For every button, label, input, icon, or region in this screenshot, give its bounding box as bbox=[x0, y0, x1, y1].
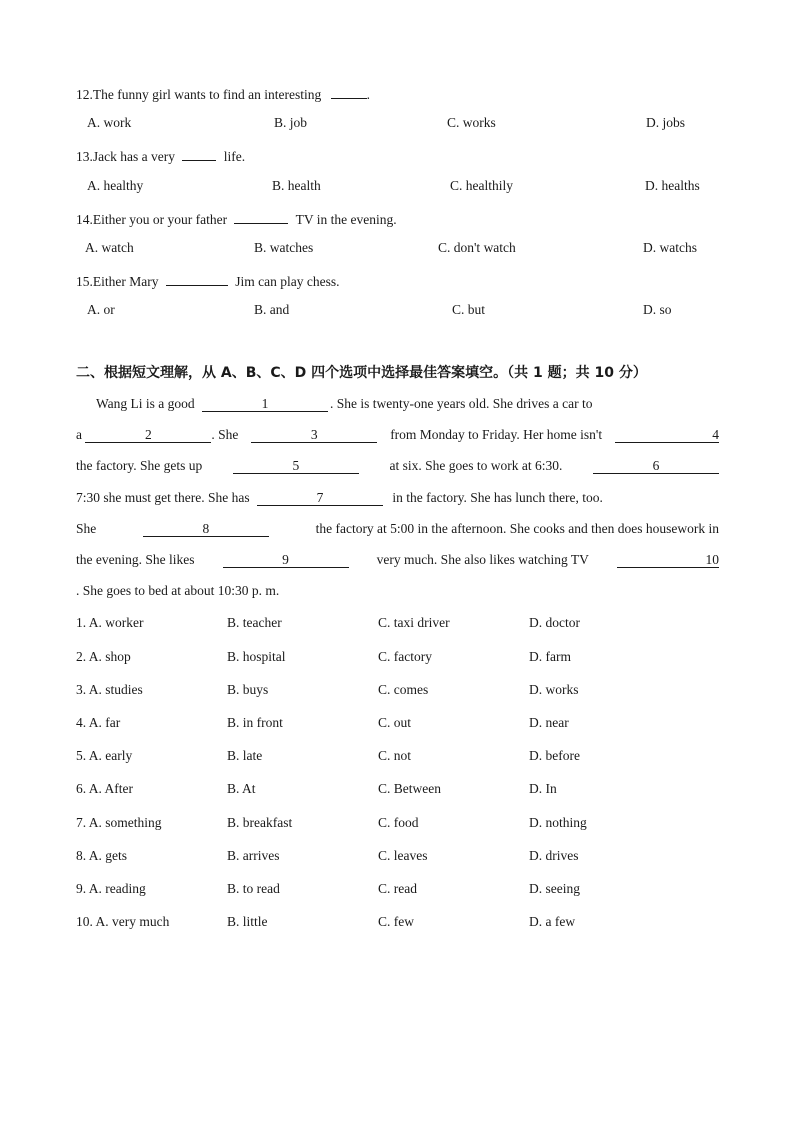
cloze-6-d: D. In bbox=[529, 781, 557, 796]
option-12-b: B. job bbox=[274, 115, 308, 130]
cloze-9-d: D. seeing bbox=[529, 881, 580, 896]
option-12-c: C. works bbox=[447, 115, 496, 130]
passage-text: the factory. She gets up bbox=[76, 458, 203, 473]
cloze-3-c: C. comes bbox=[378, 682, 429, 697]
cloze-1-d: D. doctor bbox=[529, 615, 580, 630]
cloze-1-c: C. taxi driver bbox=[378, 615, 450, 630]
question-12-tail: . bbox=[366, 87, 370, 102]
option-12-a: A. work bbox=[87, 115, 132, 130]
question-14-stem bbox=[76, 209, 397, 228]
passage-text: in the factory. She has lunch there, too. bbox=[392, 490, 603, 505]
cloze-2-a: 2. A. shop bbox=[76, 649, 131, 664]
question-15-stem bbox=[76, 271, 339, 290]
cloze-7-c: C. food bbox=[378, 815, 419, 830]
blank-9[interactable]: 9 bbox=[223, 553, 349, 568]
option-13-c: C. healthily bbox=[450, 178, 513, 193]
cloze-3-b: B. buys bbox=[227, 682, 269, 697]
blank-1[interactable]: 1 bbox=[202, 397, 328, 412]
blank-10[interactable]: 10 bbox=[617, 553, 719, 568]
passage-line-2 bbox=[76, 427, 719, 443]
option-14-b: B. watches bbox=[254, 240, 314, 255]
passage-line-3 bbox=[76, 458, 719, 474]
cloze-10-a: 10. A. very much bbox=[76, 914, 170, 929]
passage-line-7: . She goes to bed at about 10:30 p. m. bbox=[76, 583, 280, 598]
option-15-d: D. so bbox=[643, 302, 672, 317]
passage-text: 7:30 she must get there. She has bbox=[76, 490, 250, 505]
passage-text: She bbox=[76, 521, 97, 536]
cloze-4-b: B. in front bbox=[227, 715, 283, 730]
cloze-6-a: 6. A. After bbox=[76, 781, 133, 796]
option-12-d: D. jobs bbox=[646, 115, 686, 130]
option-14-a: A. watch bbox=[85, 240, 134, 255]
passage-text: Wang Li is a good bbox=[96, 396, 195, 411]
cloze-10-c: C. few bbox=[378, 914, 414, 929]
passage-line-5 bbox=[76, 521, 719, 537]
option-15-a: A. or bbox=[87, 302, 115, 317]
cloze-4-a: 4. A. far bbox=[76, 715, 121, 730]
blank-5[interactable]: 5 bbox=[233, 459, 359, 474]
answer-blank[interactable] bbox=[234, 209, 288, 224]
cloze-8-c: C. leaves bbox=[378, 848, 428, 863]
cloze-10-b: B. little bbox=[227, 914, 268, 929]
cloze-5-b: B. late bbox=[227, 748, 263, 763]
blank-7[interactable]: 7 bbox=[257, 491, 383, 506]
option-14-c: C. don't watch bbox=[438, 240, 516, 255]
passage-line-6 bbox=[76, 552, 719, 568]
passage-text: the factory at 5:00 in the afternoon. She cooks and then does housework in bbox=[315, 521, 719, 536]
question-15-tail: Jim can play chess. bbox=[235, 274, 340, 289]
option-15-b: B. and bbox=[254, 302, 290, 317]
option-14-d: D. watchs bbox=[643, 240, 697, 255]
blank-8[interactable]: 8 bbox=[143, 522, 269, 537]
question-13-text: 13.Jack has a very bbox=[76, 149, 175, 164]
blank-4[interactable]: 4 bbox=[615, 428, 719, 443]
cloze-7-b: B. breakfast bbox=[227, 815, 293, 830]
cloze-9-a: 9. A. reading bbox=[76, 881, 146, 896]
option-15-c: C. but bbox=[452, 302, 486, 317]
cloze-3-a: 3. A. studies bbox=[76, 682, 143, 697]
cloze-6-b: B. At bbox=[227, 781, 256, 796]
cloze-7-a: 7. A. something bbox=[76, 815, 162, 830]
cloze-4-c: C. out bbox=[378, 715, 412, 730]
cloze-9-b: B. to read bbox=[227, 881, 280, 896]
passage-text: from Monday to Friday. Her home isn't bbox=[390, 427, 603, 442]
question-12-stem bbox=[76, 84, 370, 103]
question-15-text: 15.Either Mary bbox=[76, 274, 159, 289]
passage-text: a 2 . She bbox=[76, 427, 239, 442]
cloze-6-c: C. Between bbox=[378, 781, 441, 796]
cloze-3-d: D. works bbox=[529, 682, 579, 697]
cloze-5-a: 5. A. early bbox=[76, 748, 133, 763]
blank-3[interactable]: 3 bbox=[251, 428, 377, 443]
answer-blank[interactable] bbox=[166, 271, 228, 286]
cloze-2-c: C. factory bbox=[378, 649, 432, 664]
passage-line-4 bbox=[76, 490, 719, 506]
cloze-7-d: D. nothing bbox=[529, 815, 587, 830]
blank-2[interactable]: 2 bbox=[85, 428, 211, 443]
cloze-8-a: 8. A. gets bbox=[76, 848, 128, 863]
question-14-tail: TV in the evening. bbox=[295, 212, 397, 227]
passage-text: . She is twenty-one years old. She drives a car to bbox=[330, 396, 593, 411]
cloze-2-b: B. hospital bbox=[227, 649, 286, 664]
cloze-1-b: B. teacher bbox=[227, 615, 282, 630]
passage-text: the evening. She likes bbox=[76, 552, 195, 567]
question-12-text: 12.The funny girl wants to find an interesting bbox=[76, 87, 322, 102]
question-13-tail: life. bbox=[223, 149, 246, 164]
cloze-8-b: B. arrives bbox=[227, 848, 280, 863]
option-13-b: B. health bbox=[272, 178, 321, 193]
cloze-4-d: D. near bbox=[529, 715, 569, 730]
cloze-5-c: C. not bbox=[378, 748, 412, 763]
cloze-8-d: D. drives bbox=[529, 848, 579, 863]
cloze-10-d: D. a few bbox=[529, 914, 576, 929]
question-13-stem bbox=[76, 146, 245, 165]
cloze-5-d: D. before bbox=[529, 748, 580, 763]
blank-6[interactable]: 6 bbox=[593, 459, 719, 474]
answer-blank[interactable] bbox=[182, 146, 216, 161]
cloze-2-d: D. farm bbox=[529, 649, 571, 664]
option-13-d: D. healths bbox=[645, 178, 700, 193]
answer-blank[interactable] bbox=[331, 84, 367, 99]
passage-text: very much. She also likes watching TV bbox=[376, 552, 589, 567]
cloze-1-a: 1. A. worker bbox=[76, 615, 144, 630]
passage-text: at six. She goes to work at 6:30. bbox=[389, 458, 563, 473]
option-13-a: A. healthy bbox=[87, 178, 144, 193]
passage-line-1 bbox=[76, 396, 719, 412]
question-14-text: 14.Either you or your father bbox=[76, 212, 228, 227]
cloze-9-c: C. read bbox=[378, 881, 417, 896]
section-2-heading: 二、根据短文理解，从 A、B、C、D 四个选项中选择最佳答案填空。（共 1 题；共 10 分） bbox=[76, 365, 647, 381]
